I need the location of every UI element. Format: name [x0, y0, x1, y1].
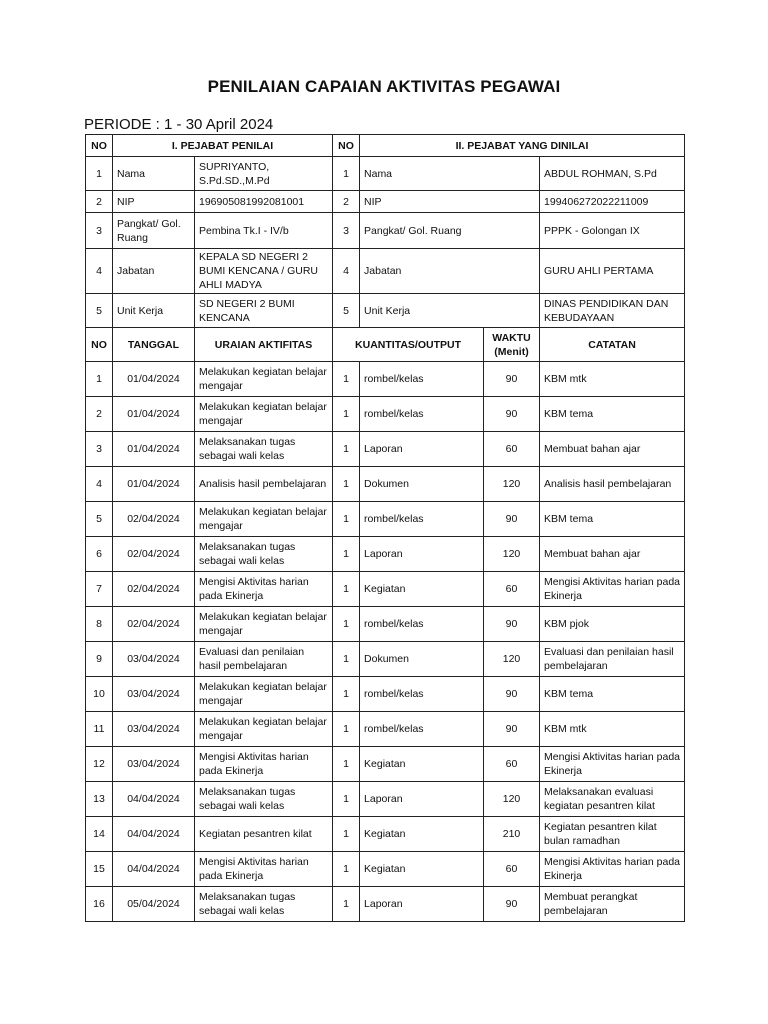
activity-note: Membuat perangkat pembelajaran [540, 887, 685, 922]
activity-date: 02/04/2024 [113, 537, 195, 572]
activity-duration: 120 [484, 642, 540, 677]
penilai-field-label: NIP [113, 191, 195, 213]
header-kuantitas: KUANTITAS/OUTPUT [333, 328, 484, 362]
activity-no: 6 [86, 537, 113, 572]
assessment-table [85, 134, 685, 922]
row-number: 4 [86, 249, 113, 294]
activity-date: 03/04/2024 [113, 712, 195, 747]
activity-note: KBM mtk [540, 712, 685, 747]
pejabat-row [86, 294, 685, 328]
activity-note: Kegiatan pesantren kilat bulan ramadhan [540, 817, 685, 852]
header-no: NO [86, 135, 113, 157]
header-catatan: CATATAN [540, 328, 685, 362]
activity-note: Membuat bahan ajar [540, 537, 685, 572]
document-title: PENILAIAN CAPAIAN AKTIVITAS PEGAWAI [207, 77, 561, 96]
activity-note: Membuat bahan ajar [540, 432, 685, 467]
penilai-field-value: KEPALA SD NEGERI 2 BUMI KENCANA / GURU AHLI MADYA [195, 249, 333, 294]
activity-duration: 90 [484, 502, 540, 537]
header-pejabat-dinilai: II. PEJABAT YANG DINILAI [360, 135, 685, 157]
activity-description: Melakukan kegiatan belajar mengajar [195, 677, 333, 712]
penilai-field-label: Pangkat/ Gol. Ruang [113, 213, 195, 249]
row-number-2: 3 [333, 213, 360, 249]
dinilai-field-label: NIP [360, 191, 540, 213]
activity-output: rombel/kelas [360, 362, 484, 397]
activity-output: Laporan [360, 432, 484, 467]
activity-description: Analisis hasil pembelajaran [195, 467, 333, 502]
penilai-field-label: Unit Kerja [113, 294, 195, 328]
row-number: 3 [86, 213, 113, 249]
activity-no: 3 [86, 432, 113, 467]
activity-row [86, 747, 685, 782]
dinilai-field-label: Nama [360, 157, 540, 191]
activity-note: Melaksanakan evaluasi kegiatan pesantren kilat [540, 782, 685, 817]
activity-output: rombel/kelas [360, 607, 484, 642]
dinilai-field-value: ABDUL ROHMAN, S.Pd [540, 157, 685, 191]
activity-quantity: 1 [333, 677, 360, 712]
penilai-field-label: Nama [113, 157, 195, 191]
penilai-field-value: Pembina Tk.I - IV/b [195, 213, 333, 249]
activity-section [86, 362, 685, 922]
activity-output: rombel/kelas [360, 712, 484, 747]
row-number-2: 5 [333, 294, 360, 328]
activity-note: Analisis hasil pembelajaran [540, 467, 685, 502]
activity-quantity: 1 [333, 817, 360, 852]
activity-duration: 120 [484, 537, 540, 572]
activity-description: Evaluasi dan penilaian hasil pembelajaran [195, 642, 333, 677]
penilai-field-label: Jabatan [113, 249, 195, 294]
activity-description: Mengisi Aktivitas harian pada Ekinerja [195, 572, 333, 607]
activity-row [86, 607, 685, 642]
dinilai-field-label: Unit Kerja [360, 294, 540, 328]
header-uraian: URAIAN AKTIFITAS [195, 328, 333, 362]
activity-note: Mengisi Aktivitas harian pada Ekinerja [540, 747, 685, 782]
activity-description: Mengisi Aktivitas harian pada Ekinerja [195, 852, 333, 887]
activity-date: 04/04/2024 [113, 852, 195, 887]
activity-description: Melaksanakan tugas sebagai wali kelas [195, 887, 333, 922]
header-waktu: WAKTU (Menit) [484, 328, 540, 362]
activity-output: Dokumen [360, 467, 484, 502]
activity-date: 03/04/2024 [113, 642, 195, 677]
activity-description: Melaksanakan tugas sebagai wali kelas [195, 432, 333, 467]
activity-row [86, 712, 685, 747]
activity-quantity: 1 [333, 467, 360, 502]
activity-row [86, 397, 685, 432]
pejabat-row [86, 191, 685, 213]
pejabat-header-row [86, 135, 685, 157]
activity-output: rombel/kelas [360, 502, 484, 537]
pejabat-row [86, 213, 685, 249]
activity-note: KBM mtk [540, 362, 685, 397]
activity-duration: 210 [484, 817, 540, 852]
activity-description: Melakukan kegiatan belajar mengajar [195, 397, 333, 432]
activity-duration: 60 [484, 747, 540, 782]
dinilai-field-value: PPPK - Golongan IX [540, 213, 685, 249]
activity-description: Melakukan kegiatan belajar mengajar [195, 607, 333, 642]
activity-row [86, 467, 685, 502]
activity-quantity: 1 [333, 397, 360, 432]
activity-description: Kegiatan pesantren kilat [195, 817, 333, 852]
activity-no: 14 [86, 817, 113, 852]
activity-description: Melaksanakan tugas sebagai wali kelas [195, 537, 333, 572]
activity-no: 4 [86, 467, 113, 502]
activity-date: 04/04/2024 [113, 782, 195, 817]
activity-row [86, 572, 685, 607]
activity-date: 02/04/2024 [113, 502, 195, 537]
activity-output: Kegiatan [360, 747, 484, 782]
activity-output: Kegiatan [360, 852, 484, 887]
activity-row [86, 642, 685, 677]
activity-no: 2 [86, 397, 113, 432]
activity-duration: 90 [484, 887, 540, 922]
row-number-2: 4 [333, 249, 360, 294]
activity-no: 12 [86, 747, 113, 782]
penilai-field-value: SUPRIYANTO, S.Pd.SD.,M.Pd [195, 157, 333, 191]
dinilai-field-value: DINAS PENDIDIKAN DAN KEBUDAYAAN [540, 294, 685, 328]
activity-no: 7 [86, 572, 113, 607]
activity-date: 03/04/2024 [113, 747, 195, 782]
row-number: 2 [86, 191, 113, 213]
activity-duration: 90 [484, 677, 540, 712]
activity-note: Mengisi Aktivitas harian pada Ekinerja [540, 852, 685, 887]
activity-description: Melakukan kegiatan belajar mengajar [195, 502, 333, 537]
activity-no: 15 [86, 852, 113, 887]
activity-duration: 90 [484, 712, 540, 747]
activity-output: rombel/kelas [360, 677, 484, 712]
activity-description: Melakukan kegiatan belajar mengajar [195, 712, 333, 747]
activity-quantity: 1 [333, 887, 360, 922]
header-pejabat-penilai: I. PEJABAT PENILAI [113, 135, 333, 157]
header-activity-no: NO [86, 328, 113, 362]
activity-quantity: 1 [333, 572, 360, 607]
activity-quantity: 1 [333, 712, 360, 747]
activity-output: rombel/kelas [360, 397, 484, 432]
activity-quantity: 1 [333, 747, 360, 782]
row-number: 1 [86, 157, 113, 191]
periode-label: PERIODE : 1 - 30 April 2024 [84, 116, 274, 133]
activity-quantity: 1 [333, 537, 360, 572]
dinilai-field-value: GURU AHLI PERTAMA [540, 249, 685, 294]
activity-date: 01/04/2024 [113, 467, 195, 502]
pejabat-section [86, 157, 685, 328]
activity-description: Melakukan kegiatan belajar mengajar [195, 362, 333, 397]
activity-output: Laporan [360, 887, 484, 922]
activity-row [86, 852, 685, 887]
activity-note: KBM tema [540, 677, 685, 712]
activity-row [86, 432, 685, 467]
activity-date: 05/04/2024 [113, 887, 195, 922]
activity-header-section [86, 328, 685, 362]
activity-duration: 90 [484, 607, 540, 642]
activity-row [86, 887, 685, 922]
activity-no: 8 [86, 607, 113, 642]
activity-note: KBM tema [540, 397, 685, 432]
row-number-2: 2 [333, 191, 360, 213]
activity-quantity: 1 [333, 852, 360, 887]
activity-no: 10 [86, 677, 113, 712]
activity-output: Laporan [360, 537, 484, 572]
activity-no: 5 [86, 502, 113, 537]
activity-duration: 120 [484, 782, 540, 817]
activity-quantity: 1 [333, 607, 360, 642]
dinilai-field-value: 199406272022211009 [540, 191, 685, 213]
dinilai-field-label: Pangkat/ Gol. Ruang [360, 213, 540, 249]
activity-description: Melaksanakan tugas sebagai wali kelas [195, 782, 333, 817]
activity-date: 02/04/2024 [113, 572, 195, 607]
activity-quantity: 1 [333, 362, 360, 397]
penilai-field-value: 196905081992081001 [195, 191, 333, 213]
activity-duration: 60 [484, 572, 540, 607]
activity-output: Laporan [360, 782, 484, 817]
pejabat-row [86, 249, 685, 294]
activity-row [86, 677, 685, 712]
activity-no: 1 [86, 362, 113, 397]
activity-quantity: 1 [333, 642, 360, 677]
activity-no: 13 [86, 782, 113, 817]
activity-note: KBM pjok [540, 607, 685, 642]
activity-description: Mengisi Aktivitas harian pada Ekinerja [195, 747, 333, 782]
activity-quantity: 1 [333, 782, 360, 817]
activity-row [86, 782, 685, 817]
activity-output: Kegiatan [360, 817, 484, 852]
activity-date: 01/04/2024 [113, 432, 195, 467]
dinilai-field-label: Jabatan [360, 249, 540, 294]
activity-row [86, 537, 685, 572]
activity-note: Mengisi Aktivitas harian pada Ekinerja [540, 572, 685, 607]
activity-row [86, 362, 685, 397]
activity-note: Evaluasi dan penilaian hasil pembelajaran [540, 642, 685, 677]
activity-row [86, 817, 685, 852]
activity-date: 03/04/2024 [113, 677, 195, 712]
activity-quantity: 1 [333, 432, 360, 467]
activity-duration: 90 [484, 397, 540, 432]
activity-output: Kegiatan [360, 572, 484, 607]
activity-output: Dokumen [360, 642, 484, 677]
activity-quantity: 1 [333, 502, 360, 537]
activity-no: 9 [86, 642, 113, 677]
activity-header-row [86, 328, 685, 362]
activity-duration: 60 [484, 852, 540, 887]
penilai-field-value: SD NEGERI 2 BUMI KENCANA [195, 294, 333, 328]
activity-date: 01/04/2024 [113, 362, 195, 397]
activity-date: 02/04/2024 [113, 607, 195, 642]
activity-duration: 60 [484, 432, 540, 467]
activity-date: 04/04/2024 [113, 817, 195, 852]
activity-date: 01/04/2024 [113, 397, 195, 432]
activity-duration: 120 [484, 467, 540, 502]
header-tanggal: TANGGAL [113, 328, 195, 362]
pejabat-row [86, 157, 685, 191]
activity-duration: 90 [484, 362, 540, 397]
header-no-2: NO [333, 135, 360, 157]
activity-no: 11 [86, 712, 113, 747]
row-number: 5 [86, 294, 113, 328]
row-number-2: 1 [333, 157, 360, 191]
activity-no: 16 [86, 887, 113, 922]
activity-row [86, 502, 685, 537]
activity-note: KBM tema [540, 502, 685, 537]
